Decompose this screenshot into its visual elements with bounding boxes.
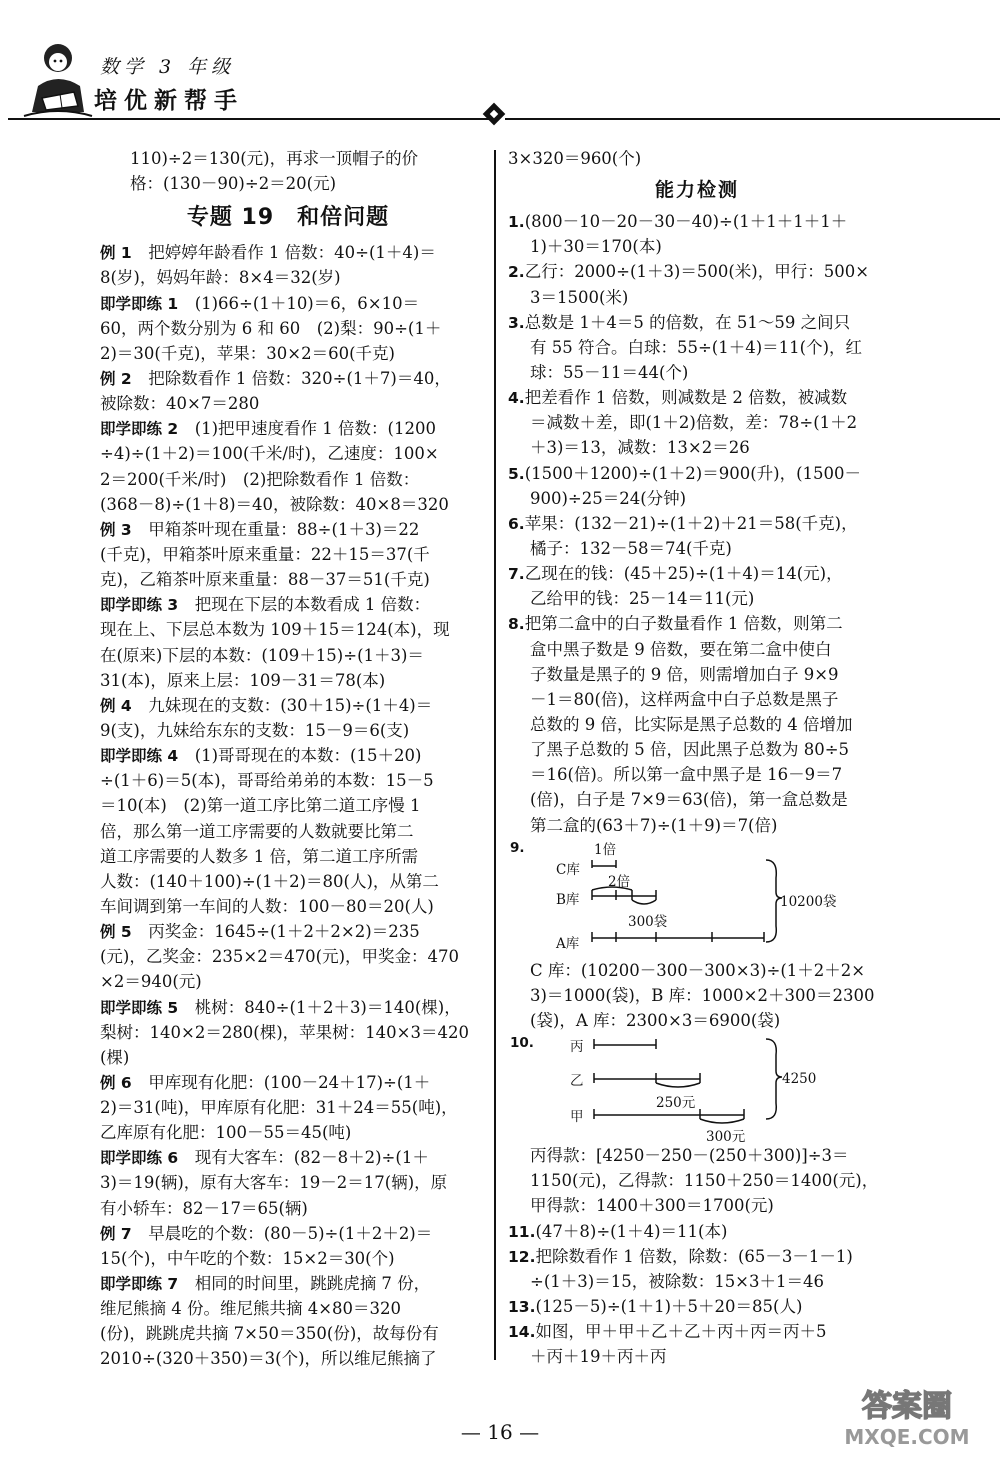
text-line <box>100 240 476 265</box>
text-line <box>100 1296 476 1321</box>
text-line <box>100 1095 476 1120</box>
svg-text:答案圈: 答案圈 <box>862 1389 952 1424</box>
text-line <box>100 567 476 592</box>
item-label: 即学即练 6 <box>100 1149 179 1168</box>
line-text: ＋3)＝13，减数：13×2＝26 <box>530 438 750 458</box>
text-line <box>100 1070 476 1095</box>
text-line <box>508 1008 886 1033</box>
line-text: 丙得款：[4250－250－(250＋300)]÷3＝ <box>530 1146 849 1166</box>
b-warehouse-label: B库 <box>556 891 580 908</box>
line-text: －1＝80(倍)，这样两盒中白子总数是黑子 <box>530 689 839 709</box>
line-text: (368－8)÷(1＋8)＝40，被除数：40×8＝320 <box>100 494 449 514</box>
line-text: 3＝1500(米) <box>530 287 629 307</box>
line-text: 2＝200(千米/时) (2)把除数看作 1 倍数： <box>100 469 420 489</box>
text-line <box>100 1145 476 1170</box>
text-line <box>100 919 476 944</box>
text-line <box>100 391 476 416</box>
page-number: — 16 — <box>460 1420 540 1444</box>
two-times-label: 2倍 <box>608 873 631 890</box>
line-text: 甲箱茶叶现在重量：88÷(1＋3)＝22 <box>131 519 420 539</box>
text-line <box>100 1271 476 1296</box>
text-line <box>100 768 476 793</box>
item-label: 例 6 <box>100 1073 132 1092</box>
line-text: 总数是 1＋4＝5 的倍数，在 51～59 之间只 <box>524 312 851 332</box>
line-text: 子数量是黑子的 9 倍，则需增加白子 9×9 <box>530 664 839 684</box>
text-line <box>508 385 886 410</box>
text-line <box>508 360 886 385</box>
text-line <box>100 1020 476 1045</box>
text-line <box>508 611 886 636</box>
watermark-logo-icon <box>832 1382 982 1452</box>
text-line <box>508 687 886 712</box>
line-text: 早晨吃的个数：(80－5)÷(1＋2＋2)＝ <box>131 1223 433 1243</box>
line-text: (125－5)÷(1＋1)＋5＋20＝85(人) <box>535 1296 803 1316</box>
column-divider <box>494 150 496 1360</box>
text-line <box>508 461 886 486</box>
text-line <box>100 1321 476 1346</box>
text-line <box>508 209 886 234</box>
line-text: 人数：(140＋100)÷(1＋2)＝80(人)，从第二 <box>100 871 439 891</box>
text-line <box>100 617 476 642</box>
line-text: 第二盒的(63＋7)÷(1＋9)＝7(倍) <box>530 815 778 835</box>
line-text: 橘子：132－58＝74(千克) <box>530 538 732 558</box>
item-label: 14. <box>508 1323 536 1342</box>
line-text: 格：(130－90)÷2＝20(元) <box>130 174 337 194</box>
line-text: 31(本)，原来上层：109－31＝78(本) <box>100 670 386 690</box>
text-line <box>100 969 476 994</box>
text-line <box>508 958 886 983</box>
text-line <box>100 171 476 196</box>
text-line <box>100 341 476 366</box>
text-line <box>508 762 886 787</box>
item-label: 3. <box>508 313 525 332</box>
header-grade: 数学 3 年级 <box>100 56 236 78</box>
text-line <box>508 1244 886 1269</box>
line-text: 2)＝31(吨)，甲库原有化肥：31＋24＝55(吨)， <box>100 1098 458 1118</box>
text-line <box>508 1269 886 1294</box>
item-label: 5. <box>508 464 525 483</box>
line-text: 甲得款：1400＋300＝1700(元) <box>530 1196 774 1216</box>
diagram-10 <box>508 1033 886 1146</box>
text-line <box>508 787 886 812</box>
text-line <box>508 1294 886 1319</box>
text-line <box>508 1319 886 1344</box>
text-line <box>508 712 886 737</box>
text-line <box>100 316 476 341</box>
bing-label: 丙 <box>570 1039 584 1056</box>
diagram-9-lines <box>508 838 886 958</box>
text-line <box>100 416 476 441</box>
item-label: 即学即练 7 <box>100 1275 179 1294</box>
item-label: 例 2 <box>100 369 132 388</box>
text-line <box>508 586 886 611</box>
line-text: 把第二盒中的白子数量看作 1 倍数，则第二 <box>524 614 843 634</box>
line-text: 道工序需要的人数多 1 倍，第二道工序所需 <box>100 846 418 866</box>
line-text: (棵) <box>100 1047 130 1067</box>
line-text: ＝10(本) (2)第一道工序比第二道工序慢 1 <box>100 796 421 816</box>
line-text: (倍)，白子是 7×9＝63(倍)，第一盒总数是 <box>530 790 848 810</box>
problem-number-9: 9. <box>510 839 525 856</box>
line-text: 倍，那么第一道工序需要的人数就要比第二 <box>100 821 414 841</box>
diagram-10-lines <box>508 1033 886 1146</box>
text-line <box>508 511 886 536</box>
text-line <box>100 819 476 844</box>
text-line <box>508 813 886 838</box>
line-text: 2010÷(320＋350)＝3(个)，所以维尼熊摘了 <box>100 1349 437 1369</box>
item-label: 例 5 <box>100 923 132 942</box>
line-text: 把差看作 1 倍数，则减数是 2 倍数，被减数 <box>524 388 848 408</box>
jia-label: 甲 <box>570 1109 584 1126</box>
line-text: 3)＝19(辆)，原有大客车：19－2＝17(辆)，原 <box>100 1173 448 1193</box>
text-line <box>508 486 886 511</box>
line-text: (袋)，A 库：2300×3＝6900(袋) <box>530 1010 781 1030</box>
line-text: 有 55 符合。白球：55÷(1＋4)＝11(个)，红 <box>530 337 863 357</box>
item-label: 4. <box>508 389 525 408</box>
text-line <box>508 435 886 460</box>
item-label: 2. <box>508 263 525 282</box>
text-line <box>100 441 476 466</box>
text-line <box>100 542 476 567</box>
line-text: 1150(元)，乙得款：1150＋250＝1400(元)， <box>530 1171 879 1191</box>
line-text: 桃树：840÷(1＋2＋3)＝140(棵)， <box>178 997 461 1017</box>
line-text: 60，两个数分别为 6 和 60 (2)梨：90÷(1＋ <box>100 318 442 338</box>
text-line <box>100 693 476 718</box>
line-text: 3×320＝960(个) <box>508 149 642 168</box>
page-header <box>0 0 1000 130</box>
line-text: 了黑子总数的 5 倍，因此黑子总数为 80÷5 <box>530 740 850 760</box>
yuan-250-label: 250元 <box>656 1095 696 1112</box>
text-line <box>100 793 476 818</box>
text-line <box>508 561 886 586</box>
text-line <box>100 366 476 391</box>
total-10200-label: 10200袋 <box>780 893 837 910</box>
line-text: 总数的 9 倍，比实际是黑子总数的 4 倍增加 <box>530 714 853 734</box>
text-line <box>508 285 886 310</box>
line-text: 甲库现有化肥：(100－24＋17)÷(1＋ <box>131 1072 431 1092</box>
line-text: 有小轿车：82－17＝65(辆) <box>100 1198 308 1218</box>
text-line <box>508 259 886 284</box>
line-text: (800－10－20－30－40)÷(1＋1＋1＋1＋ <box>524 212 848 232</box>
line-text: (1)把甲速度看作 1 倍数：(1200 <box>178 419 436 439</box>
child-reading-logo-icon <box>22 36 94 120</box>
line-text: 8(岁)，妈妈年龄：8×4＝32(岁) <box>100 268 341 288</box>
text-line <box>100 894 476 919</box>
line-text: 把现在下层的本数看成 1 倍数： <box>178 595 431 615</box>
item-label: 即学即练 4 <box>100 747 179 766</box>
line-text: (千克)，甲箱茶叶原来重量：22＋15＝37(千 <box>100 544 430 564</box>
line-text: 1)＋30＝170(本) <box>530 237 662 257</box>
line-text: 现在上、下层总本数为 109＋15＝124(本)，现 <box>100 620 450 640</box>
item-label: 11. <box>508 1222 536 1241</box>
line-text: (元)，乙奖金：235×2＝470(元)，甲奖金：470 <box>100 947 460 967</box>
line-text: 在(原来)下层的本数：(109＋15)÷(1＋3)＝ <box>100 645 424 665</box>
text-line <box>100 592 476 617</box>
line-text: (1500＋1200)÷(1＋2)＝900(升)，(1500－ <box>524 463 862 483</box>
text-line <box>100 869 476 894</box>
line-text: ＝减数＋差，即(1＋2)倍数，差：78÷(1＋2 <box>530 413 858 433</box>
item-label: 即学即练 5 <box>100 998 179 1017</box>
item-label: 即学即练 3 <box>100 596 179 615</box>
text-line <box>100 1221 476 1246</box>
line-text: 3)＝1000(袋)，B 库：1000×2＋300＝2300 <box>530 985 875 1005</box>
total-4250-label: 4250 <box>782 1071 817 1088</box>
text-line <box>508 536 886 561</box>
text-line <box>100 146 476 171</box>
section-heading: 能力检测 <box>654 179 739 202</box>
text-line <box>508 234 886 259</box>
text-line <box>100 467 476 492</box>
line-text: 被除数：40×7＝280 <box>100 394 260 414</box>
text-line <box>508 637 886 662</box>
line-text: 盒中黑子数是 9 倍数，要在第二盒中使白 <box>530 639 832 659</box>
line-text: 维尼熊摘 4 份。维尼熊共摘 4×80＝320 <box>100 1299 402 1319</box>
item-label: 8. <box>508 615 525 634</box>
text-line <box>100 265 476 290</box>
right-column <box>508 146 886 1369</box>
line-text: 车间调到第一车间的人数：100－80＝20(人) <box>100 896 434 916</box>
line-text: 110)÷2＝130(元)，再求一顶帽子的价 <box>130 149 419 168</box>
header-rule-right <box>505 118 1000 120</box>
yuan-300-label: 300元 <box>706 1129 746 1146</box>
line-text: 乙给甲的钱：25－14＝11(元) <box>530 589 755 609</box>
problem-number-10: 10. <box>510 1035 534 1052</box>
text-line <box>100 1196 476 1221</box>
line-text: 苹果：(132－21)÷(1＋2)＋21＝58(千克)， <box>524 513 858 533</box>
one-times-label: 1倍 <box>594 841 617 858</box>
item-label: 12. <box>508 1247 536 1266</box>
text-line <box>100 718 476 743</box>
text-line <box>100 1346 476 1371</box>
line-text: ＝16(倍)。所以第一盒中黑子是 16－9＝7 <box>530 765 843 785</box>
text-line <box>508 310 886 335</box>
text-line <box>508 1344 886 1369</box>
text-line <box>508 1168 886 1193</box>
line-text: ＋丙＋19＋丙＋丙 <box>530 1347 667 1367</box>
line-text: 15(个)，中午吃的个数：15×2＝30(个) <box>100 1248 395 1268</box>
text-line <box>100 668 476 693</box>
line-text: ÷(1＋6)＝5(本)，哥哥给弟弟的本数：15－5 <box>100 771 434 791</box>
header-title: 培优新帮手 <box>94 87 244 114</box>
line-text: 乙现在的钱：(45＋25)÷(1＋4)＝14(元)， <box>524 564 843 584</box>
line-text: ÷4)÷(1＋2)＝100(千米/时)，乙速度：100× <box>100 444 439 464</box>
text-line <box>508 146 886 171</box>
text-line <box>508 1143 886 1168</box>
text-line <box>100 643 476 668</box>
text-line <box>100 492 476 517</box>
line-text: ÷(1＋3)＝15，被除数：15×3＋1＝46 <box>530 1271 825 1291</box>
line-text: 如图，甲＋甲＋乙＋乙＋丙＋丙＝丙＋5 <box>535 1322 827 1342</box>
line-text: (1)哥哥现在的本数：(15＋20) <box>178 746 422 766</box>
line-text: 9(支)，九妹给东东的支数：15－9＝6(支) <box>100 720 410 740</box>
text-line <box>100 1170 476 1195</box>
item-label: 例 3 <box>100 520 132 539</box>
text-line <box>508 737 886 762</box>
text-line <box>100 995 476 1020</box>
text-line <box>100 1120 476 1145</box>
item-label: 6. <box>508 514 525 533</box>
line-text: 梨树：140×2＝280(棵)，苹果树：140×3＝420 <box>100 1022 469 1042</box>
text-line <box>100 517 476 542</box>
svg-text:MXQE.COM: MXQE.COM <box>844 1425 970 1449</box>
line-text: 把除数看作 1 倍数：320÷(1＋7)＝40， <box>131 368 451 388</box>
item-label: 即学即练 1 <box>100 294 179 313</box>
text-line <box>100 1045 476 1070</box>
text-line <box>100 844 476 869</box>
section-heading: 专题 19 和倍问题 <box>186 205 390 231</box>
text-line <box>508 1193 886 1218</box>
line-text: 克)，乙箱茶叶原来重量：88－37＝51(千克) <box>100 570 430 590</box>
text-line <box>508 1219 886 1244</box>
item-label: 13. <box>508 1297 536 1316</box>
left-column <box>100 146 476 1372</box>
bags-300-label: 300袋 <box>628 913 668 930</box>
a-warehouse-label: A库 <box>556 935 580 952</box>
line-text: (47＋8)÷(1＋4)＝11(本) <box>535 1221 728 1241</box>
c-warehouse-label: C库 <box>556 861 580 878</box>
text-line <box>100 291 476 316</box>
header-rule-left <box>8 118 492 120</box>
text-line <box>100 944 476 969</box>
item-label: 例 4 <box>100 696 132 715</box>
item-label: 即学即练 2 <box>100 420 179 439</box>
line-text: 九妹现在的支数：(30＋15)÷(1＋4)＝ <box>131 695 433 715</box>
line-text: 乙库原有化肥：100－55＝45(吨) <box>100 1123 352 1143</box>
item-label: 例 1 <box>100 244 132 263</box>
line-text: 现有大客车：(82－8＋2)÷(1＋ <box>178 1148 429 1168</box>
text-line <box>100 1246 476 1271</box>
line-text: 乙行：2000÷(1＋3)＝500(米)，甲行：500× <box>524 262 870 282</box>
line-text: 相同的时间里，跳跳虎摘 7 份， <box>178 1274 431 1294</box>
yi-label: 乙 <box>570 1073 584 1090</box>
line-text: 把婷婷年龄看作 1 倍数：40÷(1＋4)＝ <box>131 243 436 263</box>
line-text: 丙奖金：1645÷(1＋2＋2×2)＝235 <box>131 922 420 942</box>
item-label: 1. <box>508 213 525 232</box>
text-line <box>100 743 476 768</box>
item-label: 7. <box>508 565 525 584</box>
line-text: (份)，跳跳虎共摘 7×50＝350(份)，故每份有 <box>100 1324 439 1344</box>
line-text: (1)66÷(1＋10)＝6，6×10＝ <box>178 293 420 313</box>
line-text: 球：55－11＝44(个) <box>530 362 689 382</box>
line-text: C 库：(10200－300－300×3)÷(1＋2＋2× <box>530 960 866 980</box>
line-text: 900)÷25＝24(分钟) <box>530 488 687 508</box>
diagram-9 <box>508 838 886 958</box>
text-line <box>508 410 886 435</box>
line-text: 2)＝30(千克)，苹果：30×2＝60(千克) <box>100 343 395 363</box>
text-line <box>508 662 886 687</box>
item-label: 例 7 <box>100 1224 132 1243</box>
line-text: 把除数看作 1 倍数，除数：(65－3－1－1) <box>535 1246 853 1266</box>
text-line <box>508 335 886 360</box>
text-line <box>508 983 886 1008</box>
line-text: ×2＝940(元) <box>100 972 202 992</box>
